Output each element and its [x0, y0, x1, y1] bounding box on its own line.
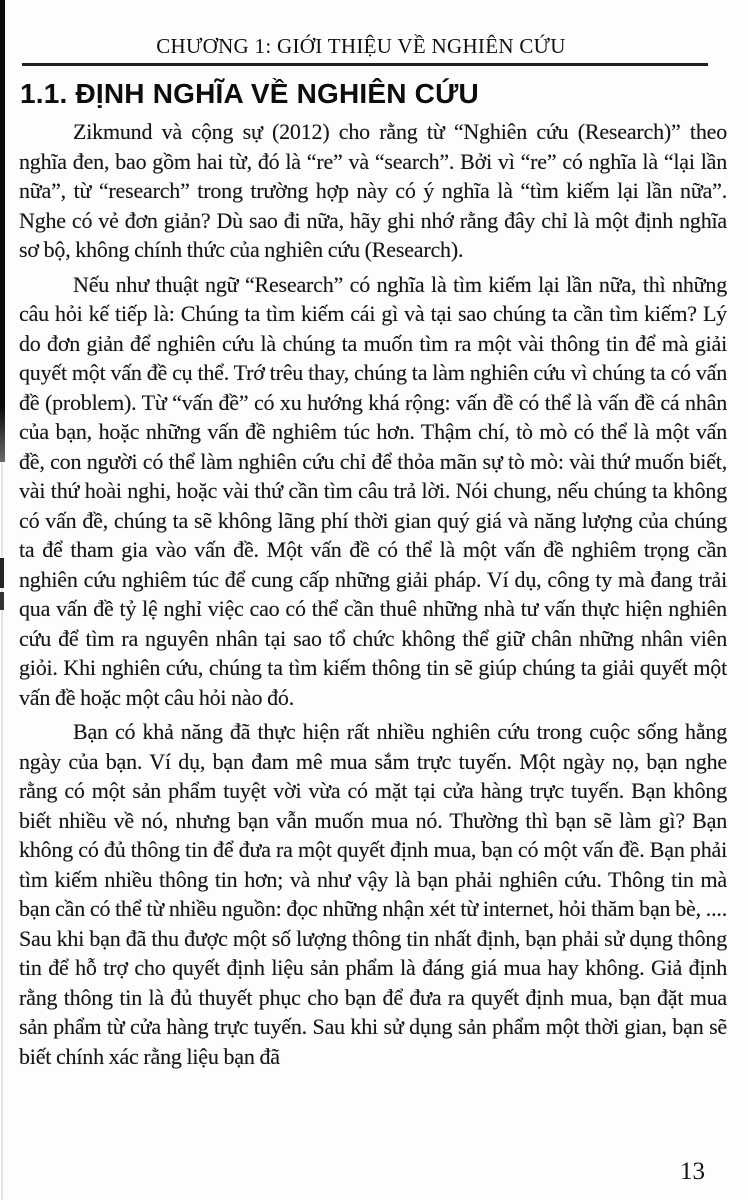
paragraph-definition: Zikmund và cộng sự (2012) cho rằng từ “Nghiên cứu (Research)” theo nghĩa đen, bao gồm hai từ, đó là “re” và “search”. Bởi vì “re” có nghĩa là “lại lần nữa”, từ “research” trong trường hợp này có ý nghĩa là “tìm kiếm lại lần nữa”. Nghe có vẻ đơn giản? Dù sao đi nữa, hãy ghi nhớ rằng đây chỉ là một định nghĩa sơ bộ, không chính thức của nghiên cứu (Research).	[19, 119, 727, 262]
page-number: 13	[680, 1158, 705, 1185]
running-header: CHƯƠNG 1: GIỚI THIỆU VỀ NGHIÊN CỨU	[156, 34, 566, 58]
scan-artifact-left-mark-a	[0, 558, 4, 588]
scan-artifact-left-edge-top	[0, 0, 5, 462]
scan-artifact-left-mark-b	[0, 592, 4, 610]
section-heading: 1.1. ĐỊNH NGHĨA VỀ NGHIÊN CỨU	[20, 78, 479, 109]
paragraph-why-research: Nếu như thuật ngữ “Research” có nghĩa là tìm kiếm lại lần nữa, thì những câu hỏi kế tiếp là: Chúng ta tìm kiếm cái gì và tại sao chúng ta cần tìm kiếm? Lý do đơn giản để nghiên cứu là chúng ta muốn tìm ra một vài thông tin để mà giải quyết một vấn đề cụ thể. Trớ trêu thay, chúng ta làm nghiên cứu vì chúng ta có vấn đề (problem). Từ “vấn đề” có xu hướng khá rộng: vấn đề có thể là vấn đề cá nhân của bạn, hoặc những vấn đề nghiêm túc hơn. Thậm chí, tò mò có thể là một vấn đề, con người có thể làm nghiên cứu chỉ để thỏa mãn sự tò mò: vài thứ muốn biết, vài thứ hoài nghi, hoặc vài thứ cần tìm câu trả lời. Nói chung, nếu chúng ta không có vấn đề, chúng ta sẽ không lãng phí thời gian quý giá và năng lượng của chúng ta để tham gia vào vấn đề. Một vấn đề có thể là một vấn đề nghiêm trọng cần nghiên cứu nghiêm túc để cung cấp những giải pháp. Ví dụ, công ty mà đang trải qua vấn đề tỷ lệ nghỉ việc cao có thể cần thuê những nhà tư vấn thực hiện nghiên cứu để tìm ra nguyên nhân tại sao tổ chức không thể giữ chân những nhân viên giỏi. Khi nghiên cứu, chúng ta tìm kiếm thông tin sẽ giúp chúng ta giải quyết một vấn đề hoặc một câu hỏi nào đó.	[19, 271, 727, 710]
body-text	[19, 117, 727, 1071]
paragraph-everyday-research: Bạn có khả năng đã thực hiện rất nhiều nghiên cứu trong cuộc sống hằng ngày của bạn. Ví dụ, bạn đam mê mua sắm trực tuyến. Một ngày nọ, bạn nghe rằng có một sản phẩm tuyệt vời vừa có mặt tại cửa hàng trực tuyến. Bạn không biết nhiều về nó, nhưng bạn vẫn muốn mua nó. Thường thì bạn sẽ làm gì? Bạn không có đủ thông tin để đưa ra một quyết định mua, bạn có một vấn đề. Bạn phải tìm kiếm nhiều thông tin hơn; và như vậy là bạn phải nghiên cứu. Thông tin mà bạn cần có thể từ nhiều nguồn: đọc những nhận xét từ internet, hỏi thăm bạn bè, .... Sau khi bạn đã thu được một số lượng thông tin nhất định, bạn phải sử dụng thông tin để hỗ trợ cho quyết định liệu sản phẩm là đáng giá mua hay không. Giả định rằng thông tin là đủ thuyết phục cho bạn để đưa ra quyết định mua, bạn đặt mua sản phẩm từ cửa hàng trực tuyến. Sau khi sử dụng sản phẩm một thời gian, bạn sẽ biết chính xác rằng liệu bạn đã	[19, 719, 727, 1069]
header-rule	[22, 63, 708, 66]
